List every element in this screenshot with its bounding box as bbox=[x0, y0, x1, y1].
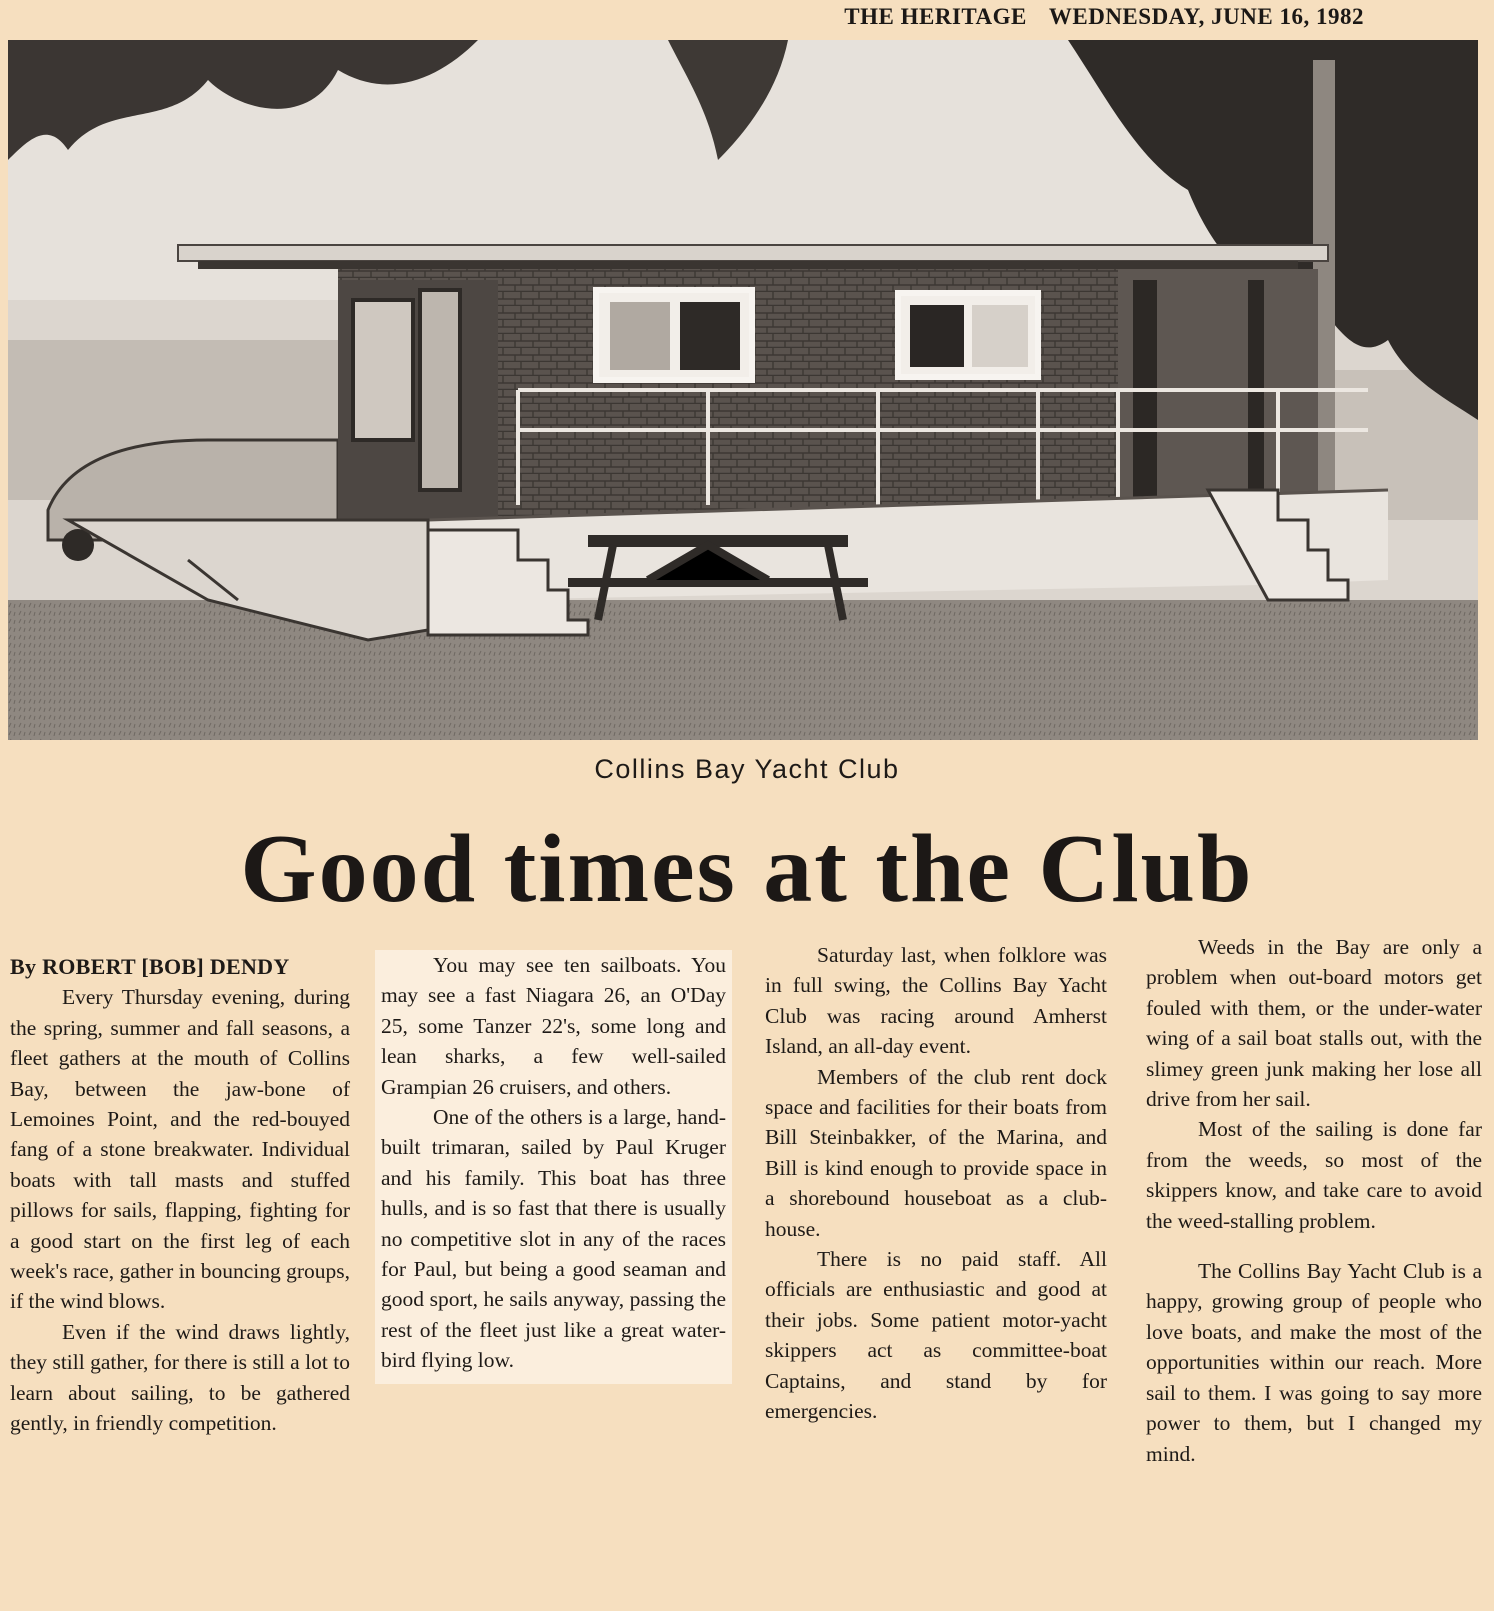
article-column-1 bbox=[10, 952, 350, 1439]
article-column-2 bbox=[375, 950, 732, 1384]
headline: Good times at the Club bbox=[240, 815, 1254, 923]
clubhouse-photo bbox=[8, 40, 1478, 740]
paragraph: Even if the wind draws lightly, they still gather, for there is still a lot to learn about sailing, to be gathered gently, in friendly competition. bbox=[10, 1319, 350, 1436]
paragraph: One of the others is a large, hand-built trimaran, sailed by Paul Kruger and his family. This boat has three hulls, and is so fast that there is usually no competitive slot in any of the races for Paul, but being a good seaman and good sport, he sails anyway, passing the rest of the fleet just like a great water-bird flying low. bbox=[381, 1105, 726, 1373]
byline: By ROBERT [BOB] DENDY bbox=[10, 954, 290, 979]
masthead-date: WEDNESDAY, JUNE 16, 1982 bbox=[1048, 4, 1364, 29]
paragraph: Members of the club rent dock space and facilities for their boats from Bill Steinbakker, of the Marina, and Bill is kind enough to provide space in a shorebound houseboat as a club-house. bbox=[765, 1064, 1107, 1241]
clubhouse-photo-illustration bbox=[8, 40, 1478, 740]
paragraph: You may see ten sailboats. You may see a fast Niagara 26, an O'Day 25, some Tanzer 22's, some long and lean sharks, a few well-sailed Grampian 26 cruisers, and others. bbox=[381, 953, 726, 1099]
article-column-4 bbox=[1146, 932, 1482, 1469]
paragraph: Every Thursday evening, during the spring, summer and fall seasons, a fleet gathers at the mouth of Collins Bay, between the jaw-bone of Lemoines Point, and the red-bouyed fang of a stone breakwater. Individual boats with tall masts and stuffed pillows for sails, flapping, fighting for a good start on the first leg of each week's race, gather in bouncing groups, if the wind blows. bbox=[10, 985, 351, 1314]
photo-caption: Collins Bay Yacht Club bbox=[594, 754, 900, 784]
paragraph: There is no paid staff. All officials are enthusiastic and good at their jobs. Some patient motor-yacht skippers act as committee-boat Captains, and stand by for emergencies. bbox=[765, 1247, 1107, 1424]
paragraph: The Collins Bay Yacht Club is a happy, growing group of people who love boats, and make the most of the opportunities within our reach. More sail to them. I was going to say more power to them, but I changed my mind. bbox=[1146, 1259, 1482, 1466]
paragraph: Weeds in the Bay are only a problem when out-board motors get fouled with them, or the under-water wing of a sail boat stalls out, with the slimey green junk making her lose all drive from her sail. bbox=[1146, 935, 1482, 1112]
masthead-paper-name: THE HERITAGE bbox=[844, 4, 1027, 29]
paragraph-gap bbox=[1146, 1236, 1482, 1256]
paragraph: Most of the sailing is done far from the weeds, so most of the skippers know, and take care to avoid the weed-stalling problem. bbox=[1146, 1117, 1482, 1233]
article-column-3 bbox=[765, 940, 1107, 1427]
masthead bbox=[844, 4, 1364, 30]
paragraph: Saturday last, when folklore was in full swing, the Collins Bay Yacht Club was racing around Amherst Island, an all-day event. bbox=[765, 943, 1107, 1059]
